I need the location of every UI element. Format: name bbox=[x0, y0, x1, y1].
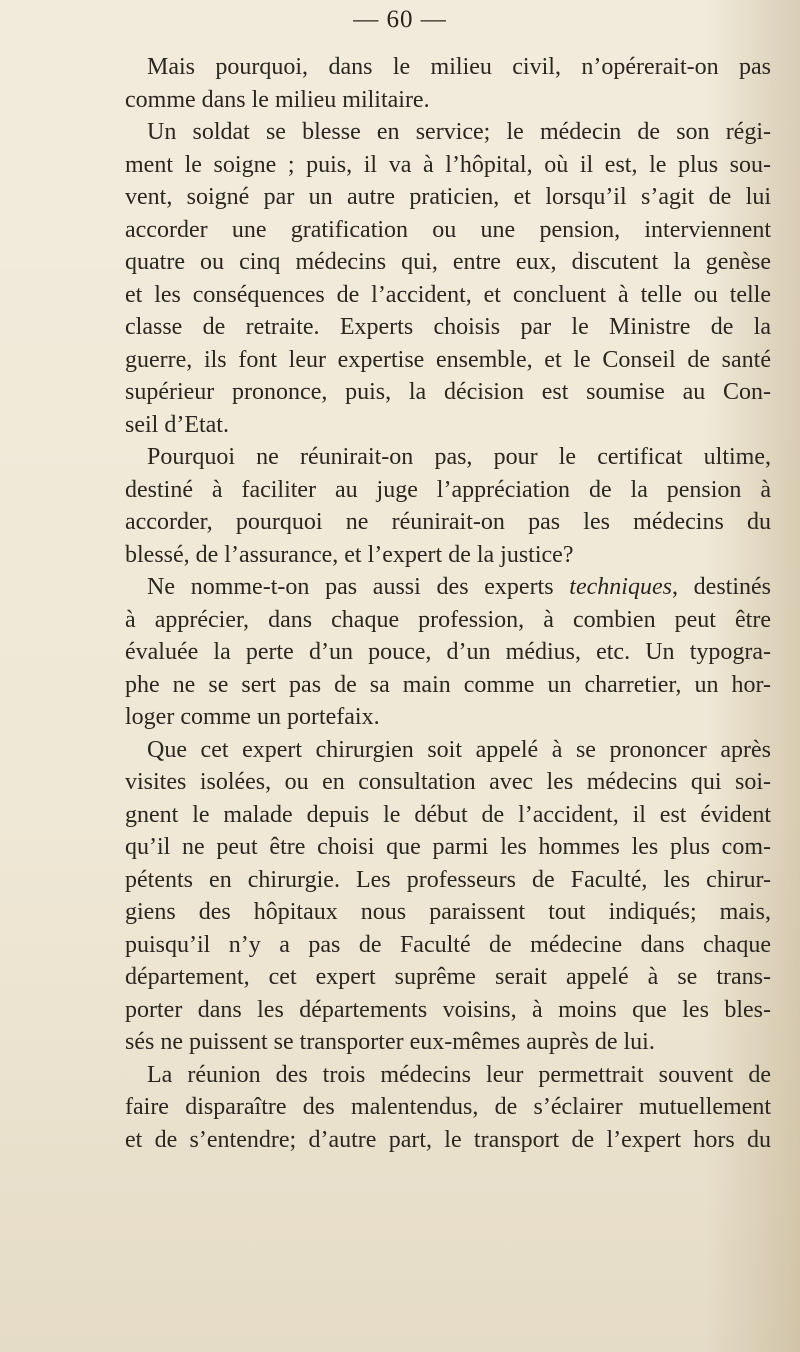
text-line: classe de retraite. Experts choisis par le Ministre de la bbox=[125, 314, 771, 340]
text-line: pétents en chirurgie. Les professeurs de Faculté, les chirur- bbox=[125, 866, 771, 893]
body-text bbox=[125, 51, 771, 1156]
text-line: Mais pourquoi, dans le milieu civil, n’opérerait-on pas bbox=[147, 54, 771, 80]
text-line: accorder une gratification ou une pension, interviennent bbox=[125, 216, 771, 243]
text-line: porter dans les départements voisins, à moins que les bles- bbox=[125, 996, 771, 1023]
text-line: destiné à faciliter au juge l’appréciation de la pension à bbox=[125, 476, 771, 503]
text-line: puisqu’il n’y a pas de Faculté de médecine dans chaque bbox=[125, 931, 771, 958]
text-line: sés ne puissent se transporter eux-mêmes auprès de lui. bbox=[125, 1029, 655, 1055]
text-line: accorder, pourquoi ne réunirait-on pas les médecins du bbox=[125, 509, 771, 535]
text-line: quatre ou cinq médecins qui, entre eux, discutent la genèse bbox=[125, 249, 771, 275]
text-line: et les conséquences de l’accident, et concluent à telle ou telle bbox=[125, 281, 771, 308]
text-line: comme dans le milieu militaire. bbox=[125, 86, 430, 113]
text-line: et de s’entendre; d’autre part, le transport de l’expert hors du bbox=[125, 1126, 771, 1153]
text-line: ment le soigne ; puis, il va à l’hôpital, où il est, le plus sou- bbox=[125, 151, 771, 178]
text-line: vent, soigné par un autre praticien, et lorsqu’il s’agit de lui bbox=[125, 184, 771, 210]
text-line: supérieur prononce, puis, la décision est soumise au Con- bbox=[125, 379, 771, 405]
text-line: gnent le malade depuis le début de l’accident, il est évident bbox=[125, 801, 771, 828]
text-line: La réunion des trois médecins leur permettrait souvent de bbox=[147, 1061, 771, 1088]
text-line: giens des hôpitaux nous paraissent tout indiqués; mais, bbox=[125, 899, 771, 925]
text-line: Ne nomme-t-on pas aussi des experts techniques, destinés bbox=[147, 574, 771, 600]
text-line: guerre, ils font leur expertise ensemble, et le Conseil de santé bbox=[125, 346, 771, 373]
text-line: Un soldat se blesse en service; le médecin de son régi- bbox=[147, 119, 771, 145]
text-line: phe ne se sert pas de sa main comme un charretier, un hor- bbox=[125, 671, 771, 698]
page-number: — 60 — bbox=[353, 6, 447, 33]
text-line: loger comme un portefaix. bbox=[125, 704, 380, 730]
text-line: département, cet expert suprême serait appelé à se trans- bbox=[125, 964, 771, 990]
text-line: évaluée la perte d’un pouce, d’un médius, etc. Un typogra- bbox=[125, 639, 771, 665]
text-line: qu’il ne peut être choisi que parmi les hommes les plus com- bbox=[125, 834, 771, 860]
text-line: à apprécier, dans chaque profession, à combien peut être bbox=[125, 606, 771, 633]
text-line: seil d’Etat. bbox=[125, 411, 229, 438]
text-line: visites isolées, ou en consultation avec les médecins qui soi- bbox=[125, 769, 771, 795]
text-line: blessé, de l’assurance, et l’expert de la justice? bbox=[125, 541, 574, 568]
text-line: Pourquoi ne réunirait-on pas, pour le certificat ultime, bbox=[147, 444, 771, 470]
text-line: Que cet expert chirurgien soit appelé à se prononcer après bbox=[147, 736, 771, 763]
text-line: faire disparaître des malentendus, de s’éclairer mutuellement bbox=[125, 1094, 771, 1120]
